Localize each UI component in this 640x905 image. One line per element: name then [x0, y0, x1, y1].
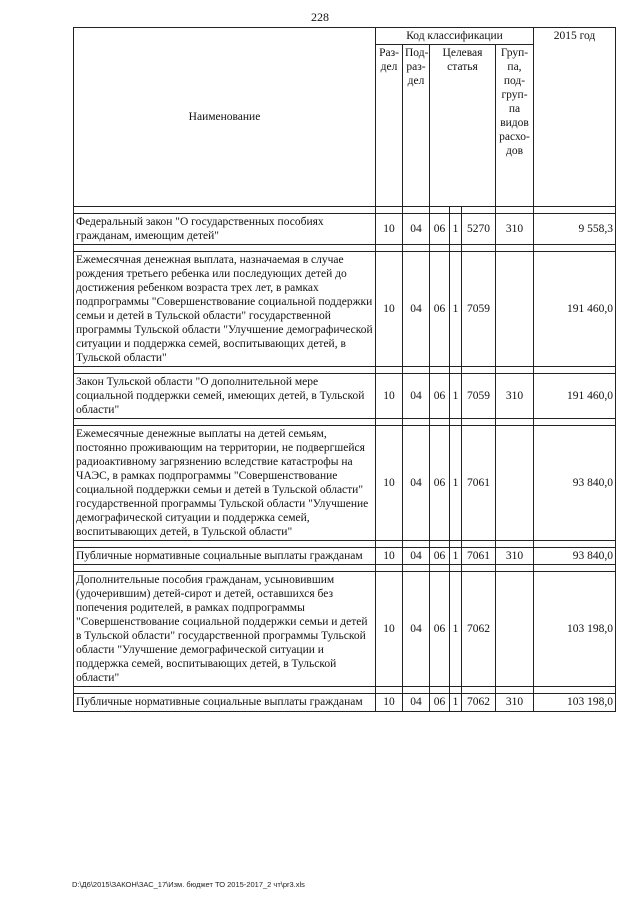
- row-target-program: 06: [430, 572, 450, 687]
- separator-cell: [534, 687, 616, 694]
- separator-cell: [74, 687, 376, 694]
- row-target-subprogram: 1: [450, 426, 462, 541]
- table-row: [74, 548, 616, 565]
- header-section: Раз- дел: [376, 45, 403, 207]
- separator-cell: [450, 419, 462, 426]
- separator-cell: [430, 419, 450, 426]
- separator-cell: [462, 419, 496, 426]
- table-row: [74, 374, 616, 419]
- separator-cell: [403, 687, 430, 694]
- table-body: [74, 207, 616, 711]
- separator-cell: [450, 367, 462, 374]
- header-year: 2015 год: [534, 28, 616, 207]
- table-header: [74, 28, 616, 207]
- row-name: Публичные нормативные социальные выплаты гражданам: [74, 694, 376, 711]
- row-expense-group: 310: [496, 548, 534, 565]
- separator-cell: [450, 541, 462, 548]
- row-section: 10: [376, 548, 403, 565]
- row-target-subprogram: 1: [450, 694, 462, 711]
- row-expense-group: [496, 426, 534, 541]
- separator-cell: [376, 687, 403, 694]
- separator-cell: [496, 245, 534, 252]
- row-target-subprogram: 1: [450, 548, 462, 565]
- table-row: [74, 694, 616, 711]
- header-name: Наименование: [74, 28, 376, 207]
- separator-cell: [462, 541, 496, 548]
- row-subsection: 04: [403, 426, 430, 541]
- separator-cell: [534, 565, 616, 572]
- row-target-code: 7059: [462, 252, 496, 367]
- row-name: Дополнительные пособия гражданам, усыновившим (удочерившим) детей-сирот и детей, оставшихся без попечения родителей, в рамках подпрограммы "Совершенствование социальной поддержки семьи и детей в Тульской области" государственной программы Тульской области "Улучшение демографической ситуации и поддержка семей, воспитывающих детей, в Тульской области": [74, 572, 376, 687]
- row-section: 10: [376, 694, 403, 711]
- separator-cell: [403, 207, 430, 214]
- row-target-subprogram: 1: [450, 214, 462, 245]
- separator-cell: [376, 541, 403, 548]
- separator-cell: [376, 245, 403, 252]
- row-name: Закон Тульской области "О дополнительной мере социальной поддержки семей, имеющих детей, в Тульской области": [74, 374, 376, 419]
- row-target-program: 06: [430, 426, 450, 541]
- row-separator: [74, 419, 616, 426]
- row-subsection: 04: [403, 374, 430, 419]
- table-row: [74, 214, 616, 245]
- row-section: 10: [376, 374, 403, 419]
- separator-cell: [430, 207, 450, 214]
- separator-cell: [430, 565, 450, 572]
- header-code-group: Код классификации: [376, 28, 534, 45]
- row-expense-group: 310: [496, 374, 534, 419]
- separator-cell: [534, 367, 616, 374]
- separator-cell: [496, 367, 534, 374]
- separator-cell: [450, 687, 462, 694]
- row-amount: 103 198,0: [534, 572, 616, 687]
- row-subsection: 04: [403, 694, 430, 711]
- table-row: [74, 252, 616, 367]
- separator-cell: [462, 367, 496, 374]
- row-target-code: 7062: [462, 694, 496, 711]
- row-amount: 93 840,0: [534, 426, 616, 541]
- row-amount: 191 460,0: [534, 252, 616, 367]
- separator-cell: [430, 541, 450, 548]
- separator-cell: [74, 565, 376, 572]
- separator-cell: [403, 541, 430, 548]
- separator-cell: [450, 207, 462, 214]
- separator-cell: [450, 245, 462, 252]
- row-target-code: 5270: [462, 214, 496, 245]
- separator-cell: [403, 565, 430, 572]
- separator-cell: [376, 207, 403, 214]
- separator-cell: [534, 419, 616, 426]
- budget-table: [73, 27, 616, 712]
- separator-cell: [74, 207, 376, 214]
- row-amount: 9 558,3: [534, 214, 616, 245]
- row-separator: [74, 687, 616, 694]
- separator-cell: [74, 419, 376, 426]
- separator-cell: [496, 565, 534, 572]
- row-separator: [74, 245, 616, 252]
- header-subsection: Под- раз- дел: [403, 45, 430, 207]
- row-name: Публичные нормативные социальные выплаты гражданам: [74, 548, 376, 565]
- separator-cell: [534, 245, 616, 252]
- header-target: Целевая статья: [430, 45, 496, 207]
- separator-cell: [403, 245, 430, 252]
- row-expense-group: [496, 252, 534, 367]
- row-expense-group: [496, 572, 534, 687]
- row-target-subprogram: 1: [450, 252, 462, 367]
- separator-cell: [430, 367, 450, 374]
- row-target-code: 7059: [462, 374, 496, 419]
- separator-cell: [376, 565, 403, 572]
- separator-cell: [496, 541, 534, 548]
- row-section: 10: [376, 426, 403, 541]
- row-target-code: 7061: [462, 426, 496, 541]
- separator-cell: [534, 541, 616, 548]
- row-name: Ежемесячные денежные выплаты на детей семьям, постоянно проживающим на территории, не подвергшейся радиоактивному загрязнению вследствие катастрофы на ЧАЭС, в рамках подпрограммы "Совершенствование социальной поддержки семьи и детей в Тульской области" государственной программы Тульской области "Улучшение демографической ситуации и поддержка семей, воспитывающих детей, в Тульской области": [74, 426, 376, 541]
- row-target-program: 06: [430, 548, 450, 565]
- row-target-code: 7062: [462, 572, 496, 687]
- row-separator: [74, 541, 616, 548]
- separator-cell: [496, 207, 534, 214]
- separator-cell: [74, 367, 376, 374]
- row-amount: 103 198,0: [534, 694, 616, 711]
- separator-cell: [403, 367, 430, 374]
- separator-cell: [74, 541, 376, 548]
- row-separator: [74, 565, 616, 572]
- row-subsection: 04: [403, 548, 430, 565]
- row-target-program: 06: [430, 214, 450, 245]
- row-target-program: 06: [430, 374, 450, 419]
- separator-cell: [462, 207, 496, 214]
- table-row: [74, 426, 616, 541]
- row-separator: [74, 207, 616, 214]
- page-number: 228: [311, 10, 329, 24]
- separator-cell: [534, 207, 616, 214]
- row-name: Ежемесячная денежная выплата, назначаемая в случае рождения третьего ребенка или последующих детей до достижения ребенком возраста трех лет, в рамках подпрограммы "Совершенствование социальной поддержки семьи и детей в Тульской области" государственной программы Тульской области "Улучшение демографической ситуации и поддержка семей, воспитывающих детей, в Тульской области": [74, 252, 376, 367]
- row-expense-group: 310: [496, 694, 534, 711]
- row-separator: [74, 367, 616, 374]
- separator-cell: [462, 687, 496, 694]
- separator-cell: [450, 565, 462, 572]
- row-section: 10: [376, 252, 403, 367]
- row-subsection: 04: [403, 252, 430, 367]
- separator-cell: [496, 687, 534, 694]
- row-amount: 93 840,0: [534, 548, 616, 565]
- table-row: [74, 572, 616, 687]
- row-target-subprogram: 1: [450, 572, 462, 687]
- separator-cell: [74, 245, 376, 252]
- separator-cell: [462, 245, 496, 252]
- header-expense-group: Груп- па, под- груп- па видов расхо- дов: [496, 45, 534, 207]
- row-target-program: 06: [430, 694, 450, 711]
- separator-cell: [430, 245, 450, 252]
- row-expense-group: 310: [496, 214, 534, 245]
- row-target-code: 7061: [462, 548, 496, 565]
- separator-cell: [403, 419, 430, 426]
- separator-cell: [462, 565, 496, 572]
- separator-cell: [376, 367, 403, 374]
- row-subsection: 04: [403, 214, 430, 245]
- row-subsection: 04: [403, 572, 430, 687]
- row-target-program: 06: [430, 252, 450, 367]
- row-name: Федеральный закон "О государственных пособиях гражданам, имеющим детей": [74, 214, 376, 245]
- separator-cell: [376, 419, 403, 426]
- row-section: 10: [376, 214, 403, 245]
- row-amount: 191 460,0: [534, 374, 616, 419]
- separator-cell: [496, 419, 534, 426]
- separator-cell: [430, 687, 450, 694]
- row-section: 10: [376, 572, 403, 687]
- row-target-subprogram: 1: [450, 374, 462, 419]
- file-path-footer: D:\Д6\2015\ЗАКОН\ЗАС_17\Изм. бюджет ТО 2015-2017_2 чт\pr3.xls: [72, 880, 305, 889]
